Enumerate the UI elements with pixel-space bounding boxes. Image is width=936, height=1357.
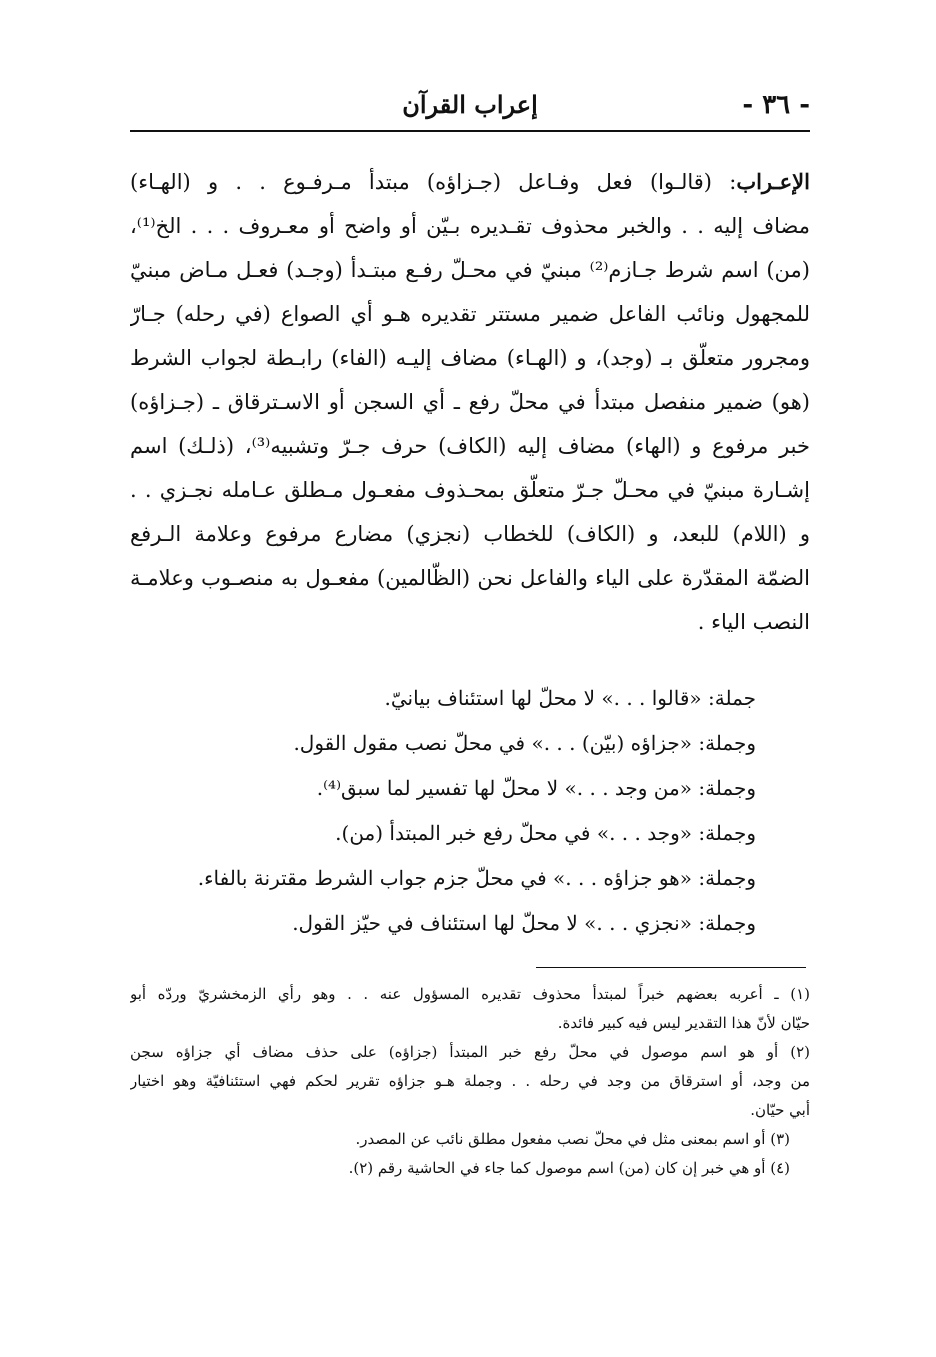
body-line: النصب الياء . xyxy=(697,610,810,634)
sentence-item: وجملة: «جزاؤه (بيّن) . . .» في محلّ نصب مقول القول. xyxy=(293,731,756,755)
footnote-separator xyxy=(536,967,806,968)
body-line: إشـارة مبنيّ في محـلّ جـرّ متعلّق بمحـذوف مفعـول مـطلق عـامله نجـزي . . xyxy=(130,478,810,502)
body-line: (من) اسم شرط جـازم⁽²⁾ مبنيّ في محـلّ رفـع مبتـدأ (وجـد) فعـل مـاض مبنيّ xyxy=(130,258,810,282)
footnote-line: (٤) أو هي خبر إن كان (من) اسم موصول كما جاء في الحاشية رقم (٢). xyxy=(348,1159,790,1177)
footnote-line: (٣) أو اسم بمعنى مثل في محلّ نصب مفعول مطلق نائب عن المصدر. xyxy=(355,1130,790,1148)
footnote-4 xyxy=(130,1154,810,1183)
footnote-line: من وجد، أو استرقاق من وجد في رحله . . وجملة هـو جزاؤه تقرير لحكم فهي استئنافيّة وهو اختيار xyxy=(130,1072,810,1090)
page-header xyxy=(130,86,810,126)
footnote-line: حيّان لأنّ هذا التقدير ليس فيه كبير فائدة. xyxy=(557,1014,810,1032)
body-line: للمجهول ونائب الفاعل ضمير مستتر تقديره هـو أي الصواع (في رحله) جـارّ xyxy=(130,302,810,326)
keyword-label: الإعـراب xyxy=(736,169,810,194)
body-line: مضاف إليه . . والخبر محذوف تقـديره بـيّن أو واضح أو معـروف . . . الخ⁽¹⁾، xyxy=(130,214,810,238)
footnote-line: (٢) أو هو اسم موصول في محلّ رفع خبر المبتدأ (جزاؤه) على حذف مضاف أي جزاؤه سجن xyxy=(130,1043,810,1061)
footnotes xyxy=(130,980,810,1183)
body-line xyxy=(130,160,810,204)
body-line: ومجرور متعلّق بـ (وجد)، و (الهـاء) مضاف إليـه (الفاء) رابـطة لجواب الشرط xyxy=(130,346,810,370)
page-number: - ٣٦ - xyxy=(742,90,810,120)
footnote-line: أبي حيّان. xyxy=(750,1101,810,1119)
sentence-item: وجملة: «وجد . . .» في محلّ رفع خبر المبتدأ (من). xyxy=(335,821,756,845)
page-title: إعراب القرآن xyxy=(402,90,538,119)
footnote-2 xyxy=(130,1038,810,1125)
footnote-1 xyxy=(130,980,810,1038)
sentence-list xyxy=(150,676,810,946)
footnote-line: (١) ـ أعربه بعضهم خبراً لمبتدأ محذوف تقديره المسؤول عنه . . وهو رأي الزمخشريّ وردّه أبو xyxy=(130,985,810,1003)
header-rule xyxy=(130,130,810,132)
sentence-item: وجملة: «هو جزاؤه . . .» في محلّ جزم جواب الشرط مقترنة بالفاء. xyxy=(197,866,756,890)
body-line: خبر مرفوع و (الهاء) مضاف إليه (الكاف) حرف جـرّ وتشبيه⁽³⁾، (ذلـك) اسم xyxy=(130,434,810,458)
body-line: الضمّة المقدّرة على الياء والفاعل نحن (الظّالمين) مفعـول به منصـوب وعلامـة xyxy=(130,566,810,590)
body-line: و (اللام) للبعد، و (الكاف) للخطاب (نجزي) مضارع مرفوع وعلامة الـرفع xyxy=(130,522,810,546)
body-text xyxy=(130,160,810,644)
sentence-item: جملة: «قالوا . . .» لا محلّ لها استئناف بيانيّ. xyxy=(384,686,756,710)
sentence-item: وجملة: «من وجد . . .» لا محلّ لها تفسير لما سبق⁽⁴⁾. xyxy=(316,776,756,800)
body-line-text: : (قالـوا) فعل وفـاعل (جـزاؤه) مبتدأ مـرفـوع . . و (الهـاء) xyxy=(130,170,737,194)
footnote-3 xyxy=(130,1125,810,1154)
body-line: (هو) ضمير منفصل مبتدأ في محلّ رفع ـ أي السجن أو الاسـترقاق ـ (جـزاؤه) xyxy=(130,390,810,414)
sentence-item: وجملة: «نجزي . . .» لا محلّ لها استئناف في حيّز القول. xyxy=(292,911,756,935)
